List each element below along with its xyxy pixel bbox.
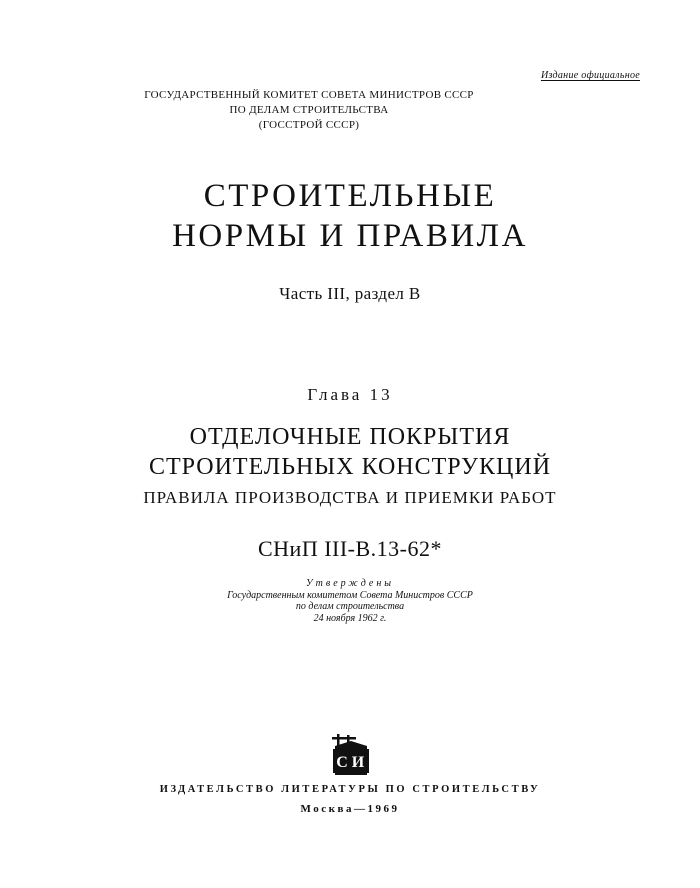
svg-text:И: И — [351, 754, 365, 771]
approval-body: по делам строительства — [295, 601, 405, 612]
chapter-label: Глава 13 — [307, 385, 393, 404]
publisher-city-year: Москва—1969 — [300, 803, 400, 815]
standard-code: СНиП III-В.13-62* — [257, 536, 443, 561]
chapter-subtitle: ПРАВИЛА ПРОИЗВОДСТВА И ПРИЕМКИ РАБОТ — [143, 488, 557, 507]
chapter-title — [0, 422, 700, 482]
edition-note: Издание официальное — [540, 70, 640, 81]
document-title — [0, 176, 700, 256]
approval-date: 24 ноября 1962 г. — [313, 612, 387, 624]
part-section: Часть III, раздел В — [279, 284, 421, 303]
issuing-committee — [0, 88, 618, 133]
committee-line: ПО ДЕЛАМ СТРОИТЕЛЬСТВА — [229, 104, 389, 116]
publisher-name: ИЗДАТЕЛЬСТВО ЛИТЕРАТУРЫ ПО СТРОИТЕЛЬСТВУ — [159, 784, 541, 795]
chapter-title-line: ОТДЕЛОЧНЫЕ ПОКРЫТИЯ — [189, 424, 511, 450]
document-title-line: НОРМЫ И ПРАВИЛА — [172, 218, 528, 254]
chapter-title-line: СТРОИТЕЛЬНЫХ КОНСТРУКЦИЙ — [148, 454, 552, 480]
publisher-logo-icon — [329, 733, 373, 777]
svg-text:С: С — [336, 754, 348, 771]
approval-note — [0, 578, 700, 624]
approval-label: Утверждены — [305, 578, 395, 589]
approval-body: Государственным комитетом Совета Министров СССР — [227, 589, 473, 601]
committee-line: ГОСУДАРСТВЕННЫЙ КОМИТЕТ СОВЕТА МИНИСТРОВ СССР — [144, 89, 474, 101]
document-title-line: СТРОИТЕЛЬНЫЕ — [203, 178, 497, 214]
committee-line: (ГОССТРОЙ СССР) — [258, 119, 360, 131]
